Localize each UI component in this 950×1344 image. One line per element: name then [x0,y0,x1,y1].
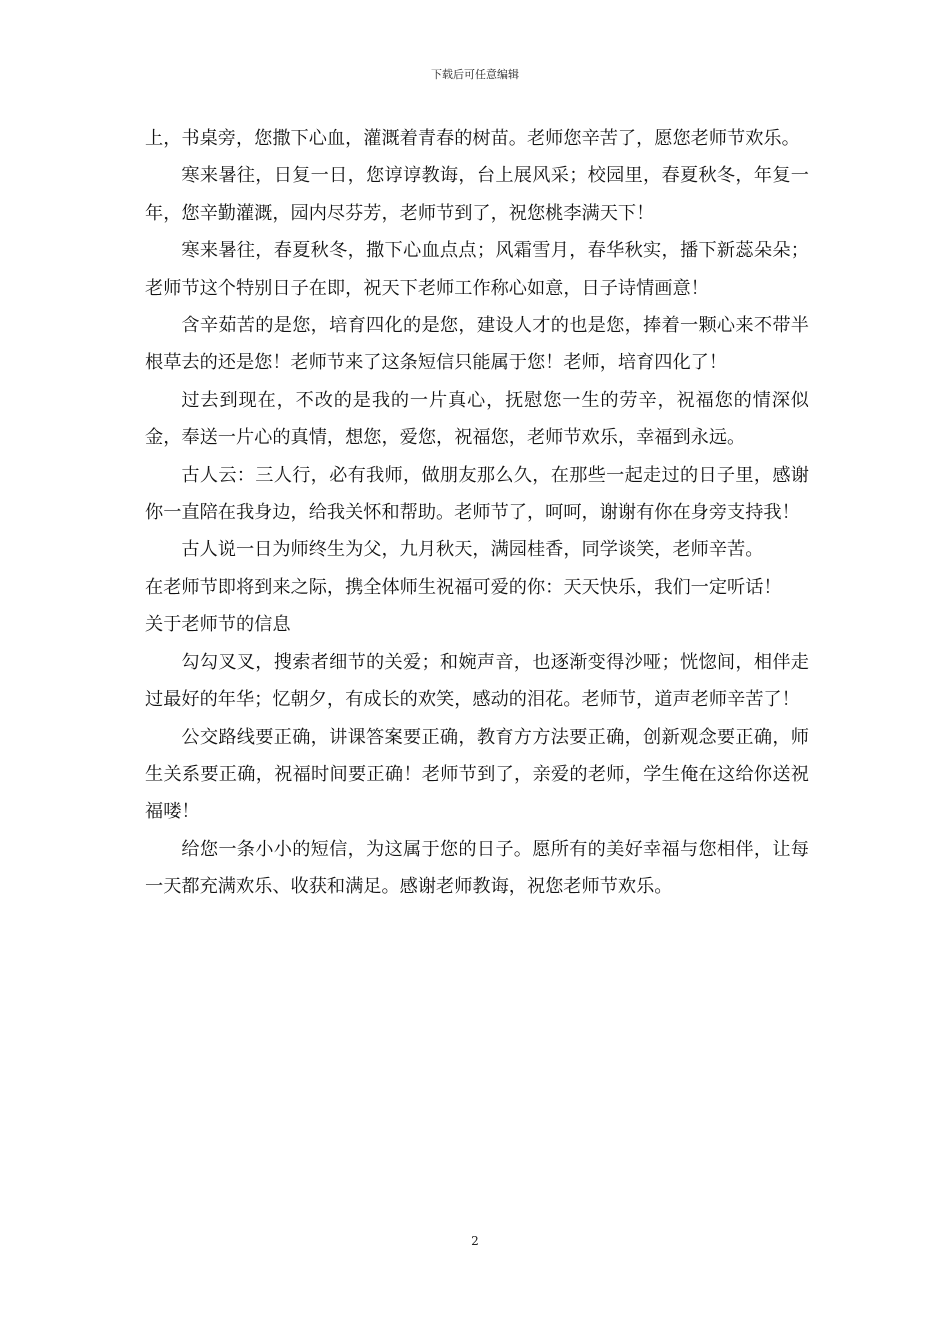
paragraph: 给您一条小小的短信，为这属于您的日子。愿所有的美好幸福与您相伴，让每一天都充满欢乐、收获和满足。感谢老师教诲，祝您老师节欢乐。 [145,838,809,898]
paragraph: 古人说一日为师终生为父，九月秋天，满园桂香，同学谈笑，老师辛苦。 [181,539,764,561]
document-body [145,120,809,906]
paragraph: 含辛茹苦的是您，培育四化的是您，建设人才的也是您，捧着一颗心来不带半根草去的还是您！老师节来了这条短信只能属于您！老师，培育四化了！ [145,315,809,374]
paragraph: 公交路线要正确，讲课答案要正确，教育方方法要正确，创新观念要正确，师生关系要正确，祝福时间要正确！老师节到了，亲爱的老师，学生俺在这给你送祝福喽！ [145,726,809,823]
paragraph: 勾勾叉叉，搜索者细节的关爱；和婉声音，也逐渐变得沙哑；恍惚间，相伴走过最好的年华；忆朝夕，有成长的欢笑，感动的泪花。老师节，道声老师辛苦了！ [145,651,809,711]
paragraph-continuation: 上，书桌旁，您撒下心血，灌溉着青春的树苗。老师您辛苦了，愿您老师节欢乐。 [145,128,800,149]
paragraph: 寒来暑往，日复一日，您谆谆教诲，台上展风采；校园里，春夏秋冬，年复一年，您辛勤灌溉，园内尽芬芳，老师节到了，祝您桃李满天下！ [145,165,809,224]
paragraph: 过去到现在，不改的是我的一片真心，抚慰您一生的劳辛，祝福您的情深似金，奉送一片心的真情，想您，爱您，祝福您，老师节欢乐，幸福到永远。 [145,389,809,449]
paragraph: 古人云：三人行，必有我师，做朋友那么久，在那些一起走过的日子里，感谢你一直陪在我身边，给我关怀和帮助。老师节了，呵呵，谢谢有你在身旁支持我！ [145,464,809,524]
section-heading: 关于老师节的信息 [145,614,291,636]
page-header: 下载后可任意编辑 [431,68,519,81]
paragraph: 在老师节即将到来之际，携全体师生祝福可爱的你：天天快乐，我们一定听话！ [145,576,782,598]
page-number: 2 [471,1234,479,1248]
paragraph: 寒来暑往，春夏秋冬，撒下心血点点；风霜雪月，春华秋实，播下新蕊朵朵；老师节这个特别日子在即，祝天下老师工作称心如意，日子诗情画意！ [145,240,809,299]
